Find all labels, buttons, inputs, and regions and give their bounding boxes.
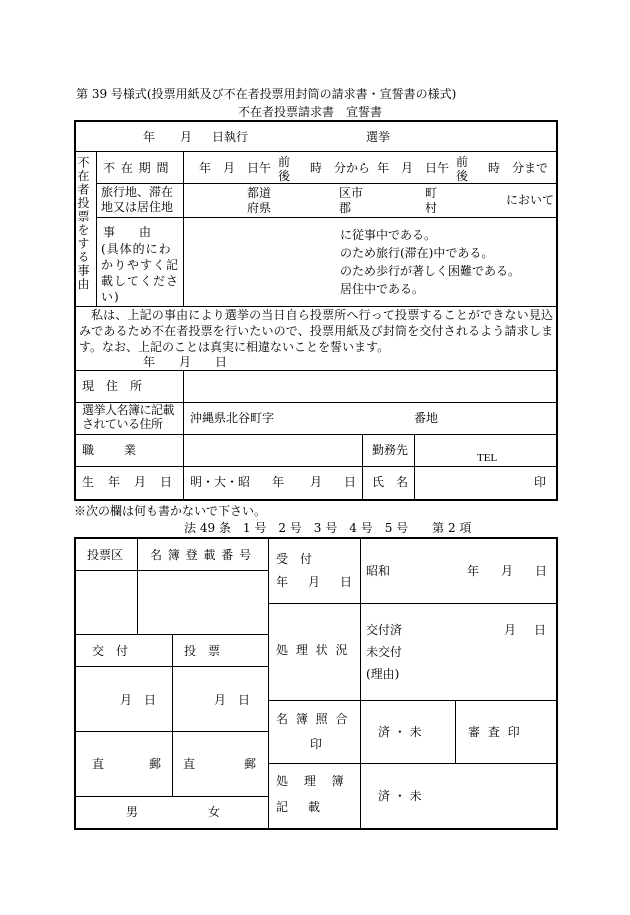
birth-era-options: 明・大・昭	[190, 475, 251, 489]
registry-address-prefix: 沖縄県北谷町字	[190, 411, 275, 425]
receipt-date-label: 年 月 日	[276, 575, 357, 589]
oath-date: 年 月 日	[143, 355, 228, 369]
roll-check-label: 名 簿 照 合	[276, 712, 350, 726]
election-year: 年	[143, 130, 156, 144]
female-option: 女	[208, 805, 221, 819]
receipt-label-text: 受 付	[276, 552, 313, 566]
registry-address-label: 選挙人名簿に記載されている住所	[82, 403, 175, 431]
roll-check-done-options: 済 ・ 未	[378, 725, 422, 739]
issued-date-label: 月 日	[504, 623, 550, 637]
not-issued-label: 未交付	[366, 645, 403, 659]
reason-option-1: に従事中である。	[340, 228, 437, 242]
period-from-ampm: 前 後	[278, 155, 291, 183]
office-use-note: ※次の欄は何も書かないで下さい。	[74, 504, 267, 518]
period-to-time: 時 分まで	[488, 161, 549, 175]
reason-option-2: のため旅行(滞在)中である。	[340, 246, 494, 260]
absence-period-label: 不 在 期 間	[103, 161, 170, 175]
prefecture-label: 都道 府県	[247, 186, 272, 215]
period-to-ampm: 前 後	[456, 155, 469, 183]
birth-year: 年	[272, 475, 285, 489]
voting-district-label: 投票区	[87, 548, 124, 562]
birth-month: 月	[310, 475, 323, 489]
issue-month-day: 月 日	[120, 693, 157, 707]
review-seal-label: 審 査 印	[468, 725, 522, 739]
period-from-date: 年 月 日午	[199, 161, 272, 175]
reason-label-title: 事 由	[103, 225, 152, 239]
town-village-label: 町 村	[425, 186, 438, 215]
seal-mark: 印	[534, 475, 547, 489]
occupation-field[interactable]	[186, 437, 360, 464]
issued-label: 交付済	[366, 623, 403, 637]
reason-label-note: (具体的にわかりやすく記載してください)	[101, 242, 180, 304]
election-day-executed: 日執行	[212, 130, 249, 144]
current-address-label	[82, 380, 176, 392]
showa-era-label: 昭和	[366, 564, 391, 578]
current-address-field[interactable]	[186, 373, 554, 400]
oath-statement: 私は、上記の事由により選挙の当日自ら投票所へ行って投票することができない見込みであるため不在者投票を行いたいので、投票用紙及び封筒を交付されるよう請求します。なお、上記のことは真実に相違ないことを誓います。	[79, 308, 553, 354]
birth-day: 日	[344, 475, 357, 489]
issue-direct: 直	[92, 757, 105, 771]
processing-status-label: 処 理 状 況	[276, 643, 350, 657]
current-address-label-text: 現 住 所	[82, 379, 143, 393]
issue-label	[92, 645, 160, 657]
registry-address-suffix: 番地	[414, 411, 439, 425]
vote-label	[184, 645, 256, 657]
reason-option-3: のため歩行が著しく困難である。	[340, 264, 521, 278]
document-title: 不在者投票請求書 宣誓書	[238, 105, 383, 119]
processing-record-label: 処 理 簿	[276, 774, 350, 788]
vote-label-text: 投 票	[184, 644, 221, 658]
vote-month-day: 月 日	[214, 693, 251, 707]
workplace-label: 勤務先	[372, 443, 409, 457]
law-article-reference: 法 49 条 1 号 2 号 3 号 4 号 5 号 第 2 項	[184, 521, 472, 535]
period-to-date: 年 月 日午	[377, 161, 450, 175]
election-month: 月	[180, 130, 193, 144]
travel-at-label: において	[506, 193, 555, 207]
absentee-reason-vertical-label: 不在者投票をする事由	[76, 156, 90, 291]
city-county-label: 区市 郡	[339, 186, 364, 215]
election-label: 選挙	[366, 130, 391, 144]
issue-mail: 郵	[149, 757, 162, 771]
male-option: 男	[126, 805, 139, 819]
reason-label: (理由)	[366, 667, 400, 681]
vote-direct: 直	[183, 757, 196, 771]
occupation-label: 職 業	[82, 443, 139, 457]
travel-location-label: 旅行地、滞在地又は居住地	[101, 185, 174, 214]
period-from-time: 時 分から	[310, 161, 371, 175]
roll-check-seal-label: 印	[310, 737, 323, 751]
telephone-label: TEL	[477, 452, 498, 464]
issue-label-text: 交 付	[92, 644, 129, 658]
birth-date-label: 生 年 月 日	[82, 475, 174, 489]
record-entry-label: 記 載	[276, 800, 325, 814]
receipt-label	[276, 553, 354, 565]
showa-date-label: 年 月 日	[467, 564, 553, 578]
form-number-title: 第 39 号様式(投票用紙及び不在者投票用封筒の請求書・宣誓書の様式)	[76, 87, 457, 101]
vote-mail: 郵	[244, 757, 257, 771]
record-done-options: 済 ・ 未	[378, 789, 422, 803]
name-label: 氏 名	[372, 475, 409, 489]
reason-option-4: 居住中である。	[340, 282, 425, 296]
registry-number-label: 名 簿 登 載 番 号	[150, 548, 253, 562]
